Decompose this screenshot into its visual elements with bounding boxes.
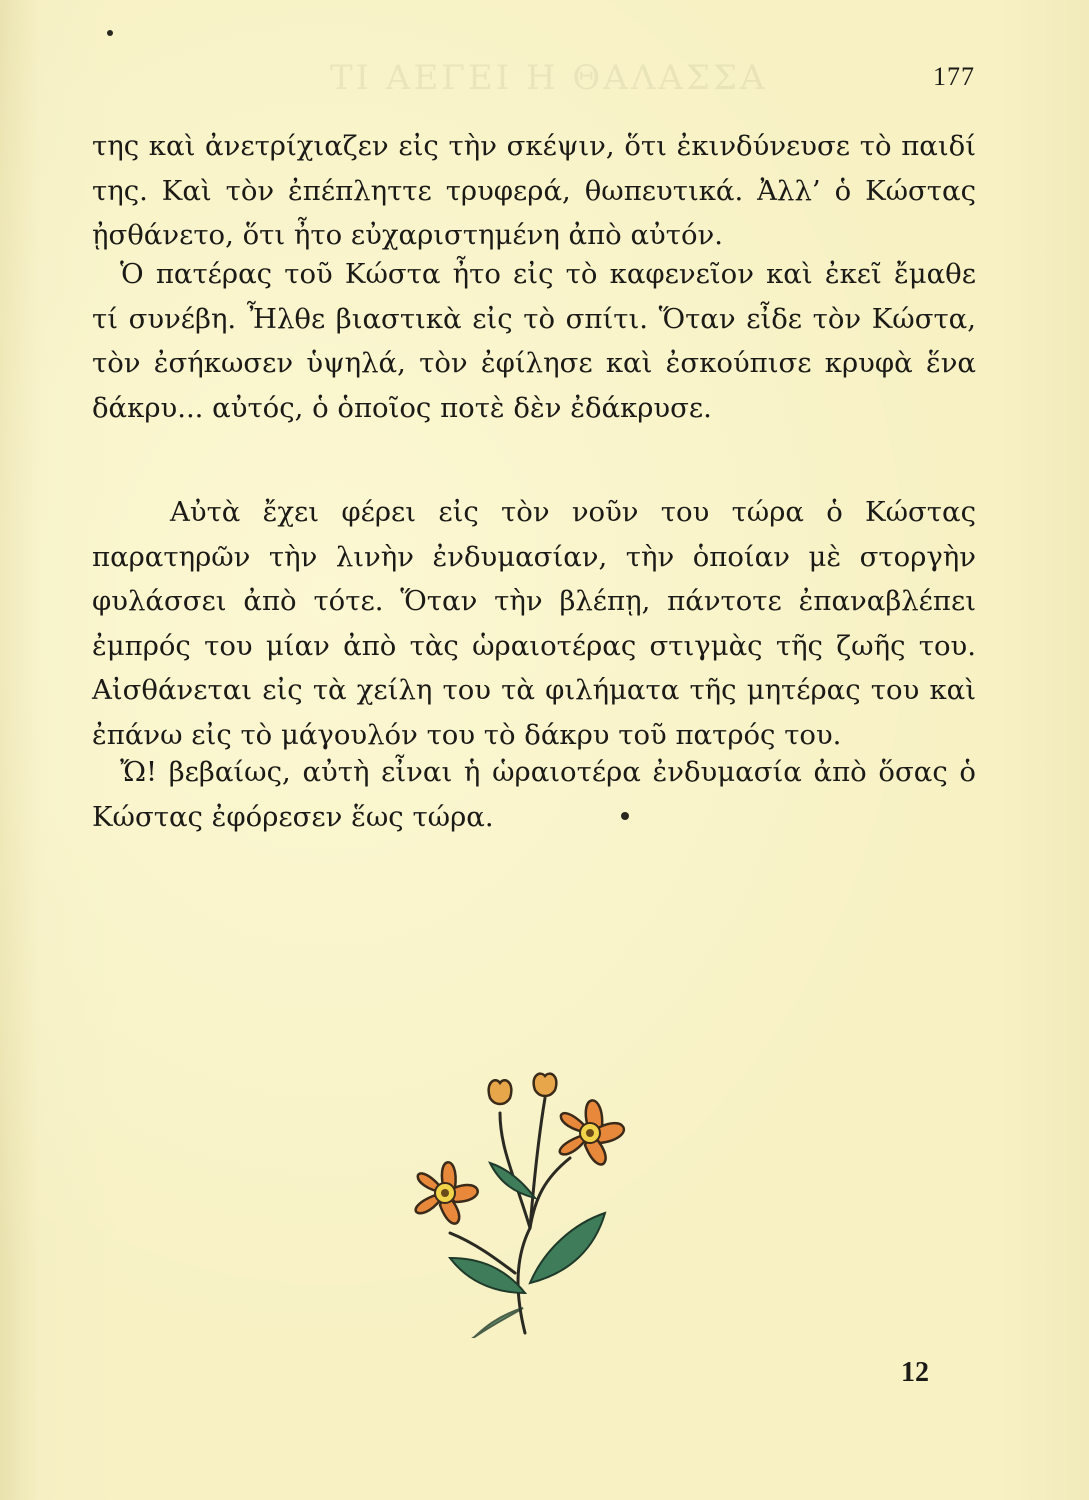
page-number: 177 bbox=[933, 62, 975, 91]
ink-dot bbox=[107, 30, 113, 36]
paragraph-text: Αὐτὰ ἔχει φέρει εἰς τὸν νοῦν του τώρα ὁ Κώστας παρατηρῶν τὴν λινὴν ἐνδυμασίαν, τὴν ὁποίαν μὲ στοργὴν φυλάσσει ἀπὸ τότε. Ὅταν τὴν βλέπῃ, πάντοτε ἐπαναβλέπει ἐμπρός του μίαν ἀπὸ τὰς ὡραιοτέρας στιγμὰς τῆς ζωῆς του. Αἰσθάνεται εἰς τὰ χείλη του τὰ φιλήματα τῆς μητέρας του καὶ ἐπάνω εἰς τὸ μάγουλόν του τὸ δάκρυ τοῦ πατρός του. bbox=[92, 496, 976, 751]
ink-dot bbox=[621, 812, 629, 820]
paragraph-1 bbox=[92, 124, 976, 258]
paragraph-4 bbox=[92, 750, 976, 839]
paragraph-3 bbox=[92, 490, 976, 757]
flower-left bbox=[416, 1162, 478, 1223]
paragraph-text: της καὶ ἀνετρίχιαζεν εἰς τὴν σκέψιν, ὅτι ἐκινδύνευσε τὸ παιδί της. Καὶ τὸν ἐπέπληττε τρυφερά, θωπευτικά. Ἀλλ’ ὁ Κώστας ᾐσθάνετο, ὅτι ἦτο εὐχαριστημένη ἀπὸ αὐτόν. bbox=[92, 130, 976, 251]
paragraph-text: Ὤ! βεβαίως, αὐτὴ εἶναι ἡ ὡραιοτέρα ἐνδυμασία ἀπὸ ὅσας ὁ Κώστας ἐφόρεσεν ἕως τώρα. bbox=[92, 756, 976, 833]
sheet-number: 12 bbox=[901, 1357, 929, 1388]
paragraph-2 bbox=[92, 252, 976, 430]
bleed-through-text: TI AEΓEI H ΘAΛAΣΣA bbox=[330, 58, 768, 98]
flower-illustration-icon bbox=[395, 1068, 665, 1338]
paragraph-text: Ὁ πατέρας τοῦ Κώστα ἦτο εἰς τὸ καφενεῖον καὶ ἐκεῖ ἔμαθε τί συνέβη. Ἦλθε βιαστικὰ εἰς τὸ σπίτι. Ὅταν εἶδε τὸν Κώστα, τὸν ἐσήκωσεν ὑψηλά, τὸν ἐφίλησε καὶ ἐσκούπισε κρυφὰ ἕνα δάκρυ... αὐτός, ὁ ὁποῖος ποτὲ δὲν ἐδάκρυσε. bbox=[92, 258, 976, 424]
flower-right bbox=[560, 1100, 624, 1164]
